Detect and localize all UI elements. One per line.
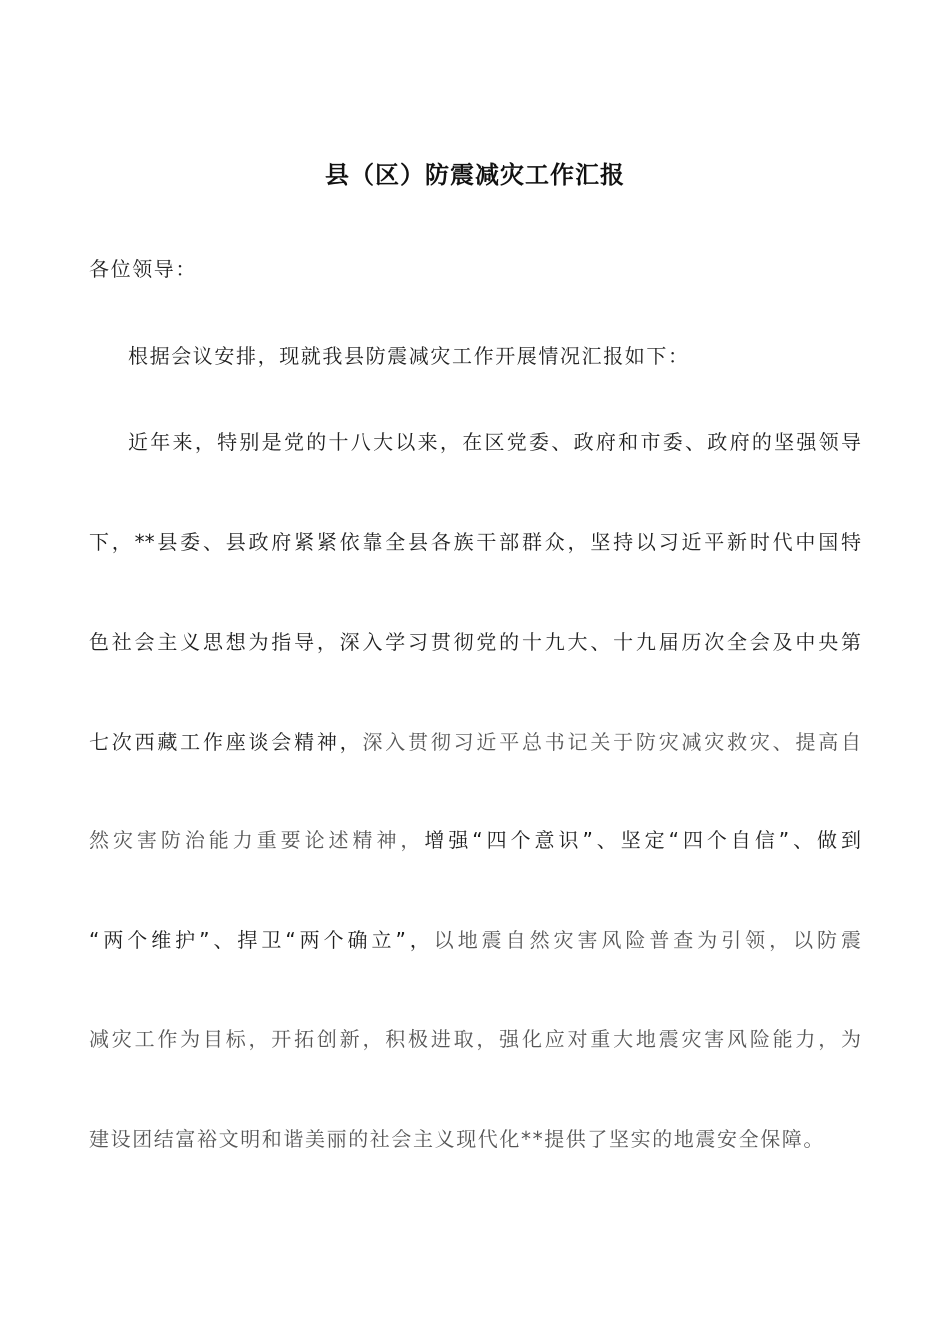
text-run-gray: 建设团结富裕文明和谐美丽的社会主义现代化**提供了坚实的地震安全保障。 [89, 1127, 825, 1151]
text-run: 七次西藏工作座谈会精神， [89, 730, 363, 754]
paragraph-line-6 [89, 925, 861, 955]
document-title: 县（区）防震减灾工作汇报 [325, 161, 625, 189]
text-run: 增强“四个意识”、坚定“四个自信”、做到 [424, 828, 861, 852]
paragraph-line-5 [89, 825, 861, 855]
paragraph-line-2 [89, 527, 861, 557]
text-run: 近年来，特别是党的十八大以来，在区党委、政府和市委、政府的坚强领导 [128, 430, 861, 454]
salutation: 各位领导： [89, 257, 197, 281]
paragraph-line-1 [128, 427, 861, 457]
text-run: 色社会主义思想为指导，深入学习贯彻党的十九大、十九届历次全会及中央第 [89, 630, 861, 654]
text-run: 下，**县委、县政府紧紧依靠全县各族干部群众，坚持以习近平新时代中国特 [89, 530, 861, 554]
paragraph-line-8 [89, 1124, 861, 1154]
paragraph-line-4 [89, 727, 861, 757]
text-run-gray: 以地震自然灾害风险普查为引领，以防震 [433, 928, 862, 952]
paragraph-line-3 [89, 627, 861, 657]
text-run-gray: 然灾害防治能力重要论述精神， [89, 828, 425, 852]
text-run-gray: 减灾工作为目标，开拓创新，积极进取，强化应对重大地震灾害风险能力，为 [89, 1027, 861, 1051]
text-run: “两个维护”、捍卫“两个确立”， [89, 928, 434, 952]
text-run-gray: 深入贯彻习近平总书记关于防灾减灾救灾、提高自 [362, 730, 862, 754]
paragraph-line-7 [89, 1024, 861, 1054]
intro-line: 根据会议安排，现就我县防震减灾工作开展情况汇报如下： [128, 344, 690, 368]
